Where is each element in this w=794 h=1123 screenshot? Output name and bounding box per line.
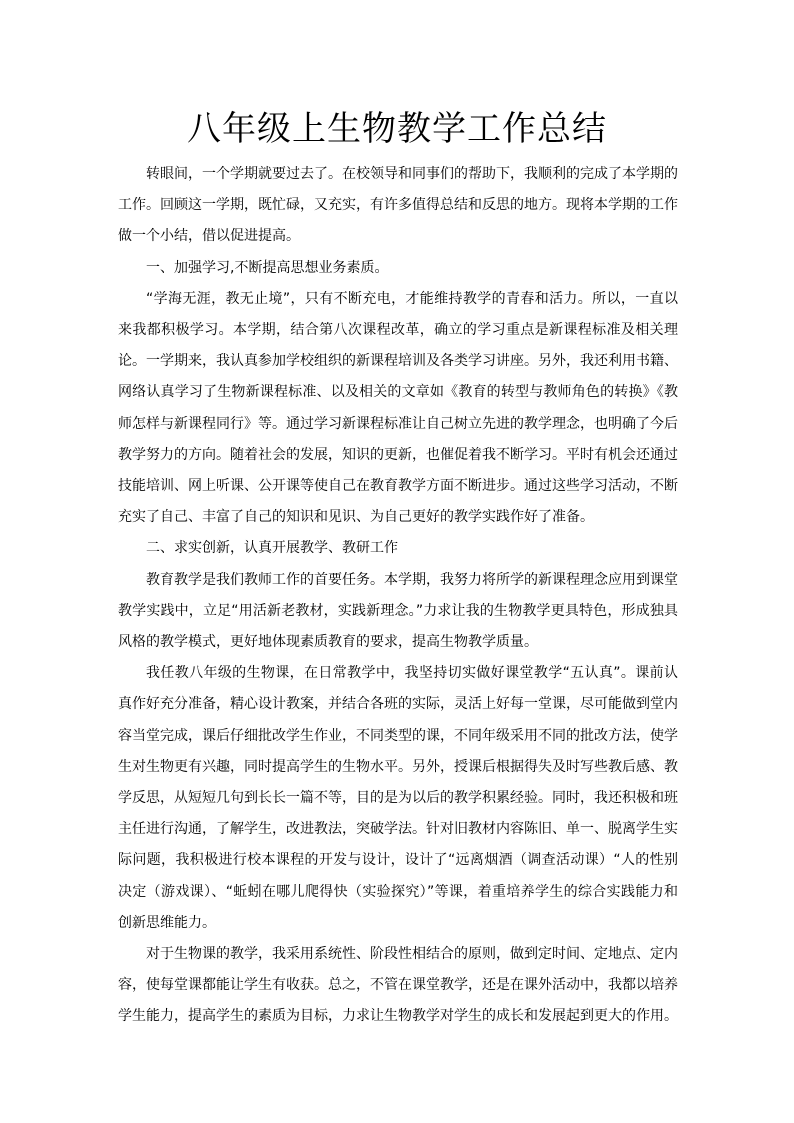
paragraph-daily-teaching: 我任教八年级的生物课，在日常教学中，我坚持切实做好课堂教学“五认真”。课前认真作好充分准备，精心设计教案，并结合各班的实际，灵活上好每一堂课，尽可能做到堂内容当堂完成，课后仔细批改学生作业，不同类型的课，不同年级采用不同的批改方法，使学生对生物更有兴趣，同时提高学生的生物水平。另外，授课后根据得失及时写些教后感、教学反思，从短短几句到长长一篇不等，目的是为以后的教学积累经验。同时，我还积极和班主任进行沟通，了解学生，改进教法，突破学法。针对旧教材内容陈旧、单一、脱离学生实际问题，我积极进行校本课程的开发与设计，设计了“远离烟酒（调查活动课）“人的性别决定（游戏课）、“蚯蚓在哪儿爬得快（实验探究）”等课，着重培养学生的综合实践能力和创新思维能力。	[118, 665, 678, 931]
paragraph-summary: 对于生物课的教学，我采用系统性、阶段性相结合的原则，做到定时间、定地点、定内容，使每堂课都能让学生有收获。总之，不管在课堂教学，还是在课外活动中，我都以培养学生能力，提高学生的素质为目标，力求让生物教学对学生的成长和发展起到更大的作用。	[118, 946, 678, 1025]
paragraph-intro: 转眼间，一个学期就要过去了。在校领导和同事们的帮助下，我顺利的完成了本学期的工作。回顾这一学期，既忙碌，又充实，有许多值得总结和反思的地方。现将本学期的工作做一个小结，借以促进提高。	[118, 166, 678, 245]
paragraph-learning: “学海无涯，教无止境”，只有不断充电，才能维持教学的青春和活力。所以，一直以来我都积极学习。本学期，结合第八次课程改革，确立的学习重点是新课程标准及相关理论。一学期来，我认真参加学校组织的新课程培训及各类学习讲座。另外，我还利用书籍、网络认真学习了生物新课程标准、以及相关的文章如《教育的转型与教师角色的转换》《教师怎样与新课程同行》等。通过学习新课程标准让自己树立先进的教学理念，也明确了今后教学努力的方向。随着社会的发展，知识的更新，也催促着我不断学习。平时有机会还通过技能培训、网上听课、公开课等使自己在教育教学方面不断进步。通过这些学习活动，不断充实了自己、丰富了自己的知识和见识、为自己更好的教学实践作好了准备。	[118, 290, 678, 526]
paragraph-teaching-task: 教育教学是我们教师工作的首要任务。本学期，我努力将所学的新课程理念应用到课堂教学实践中，立足“用活新老教材，实践新理念。”力求让我的生物教学更具特色，形成独具风格的教学模式，更好地体现素质教育的要求，提高生物教学质量。	[118, 571, 678, 651]
section-heading-2: 二、求实创新，认真开展教学、教研工作	[146, 540, 398, 557]
document-body	[118, 159, 678, 1033]
document-title: 八年级上生物教学工作总结	[187, 109, 607, 149]
section-heading-1: 一、加强学习,不断提高思想业务素质。	[146, 259, 389, 276]
